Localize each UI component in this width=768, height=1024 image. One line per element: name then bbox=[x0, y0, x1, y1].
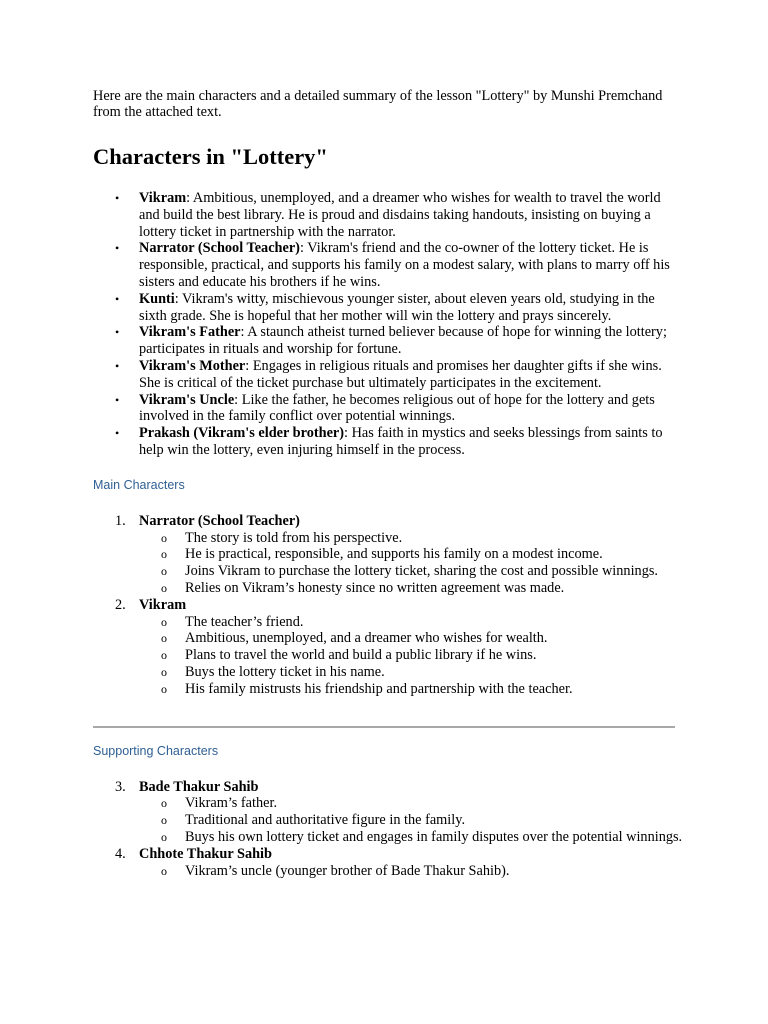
point-text: Relies on Vikram’s honesty since no written agreement was made. bbox=[185, 579, 565, 596]
point-text: Vikram’s uncle (younger brother of Bade Thakur Sahib). bbox=[185, 862, 510, 879]
list-item bbox=[115, 357, 683, 392]
list-item bbox=[93, 513, 683, 597]
bullet-icon: • bbox=[115, 392, 120, 407]
list-item bbox=[115, 290, 683, 325]
character-desc: : A staunch atheist turned believer because of hope for winning the lottery; participates in rituals and worship for fortune. bbox=[139, 324, 667, 358]
sub-list bbox=[139, 614, 683, 698]
point-text: Buys his own lottery ticket and engages in family disputes over the potential winnings. bbox=[185, 828, 683, 845]
circle-bullet-icon: o bbox=[161, 681, 167, 696]
circle-bullet-icon: o bbox=[161, 796, 167, 811]
point-text: He is practical, responsible, and supports his family on a modest income. bbox=[185, 546, 603, 563]
circle-bullet-icon: o bbox=[161, 648, 167, 663]
point-text: Joins Vikram to purchase the lottery ticket, sharing the cost and possible winnings. bbox=[185, 563, 658, 580]
circle-bullet-icon: o bbox=[161, 564, 167, 579]
character-name: Narrator (School Teacher) bbox=[139, 512, 300, 529]
character-name: Vikram's Uncle bbox=[139, 391, 235, 408]
circle-bullet-icon: o bbox=[161, 631, 167, 646]
circle-bullet-icon: o bbox=[161, 829, 167, 844]
sub-list-item bbox=[139, 580, 683, 597]
sub-list-item bbox=[139, 530, 683, 547]
list-item bbox=[115, 425, 683, 459]
sub-list-item bbox=[139, 614, 683, 631]
character-name: Vikram bbox=[139, 596, 187, 613]
sub-list bbox=[139, 863, 683, 880]
sub-list-item bbox=[139, 630, 683, 647]
bullet-icon: • bbox=[115, 426, 120, 441]
character-desc: : Vikram's witty, mischievous younger sister, about eleven years old, studying in the sixth grade. She is hopeful that her mother will win the lottery and prays sincerely. bbox=[139, 290, 655, 324]
bullet-icon: • bbox=[115, 325, 120, 340]
point-text: Plans to travel the world and build a public library if he wins. bbox=[185, 647, 537, 664]
character-name: Bade Thakur Sahib bbox=[139, 778, 259, 795]
character-desc: : Like the father, he becomes religious out of hope for the lottery and gets involved in the family conflict over potential winnings. bbox=[139, 391, 655, 425]
circle-bullet-icon: o bbox=[161, 863, 167, 878]
sub-list-item bbox=[139, 563, 683, 580]
list-item bbox=[93, 597, 683, 698]
page-title: Characters in "Lottery" bbox=[93, 144, 328, 169]
sub-list-item bbox=[139, 795, 683, 812]
character-name: Narrator (School Teacher) bbox=[139, 240, 300, 257]
character-name: Vikram's Father bbox=[139, 324, 241, 341]
sub-list-item bbox=[139, 829, 683, 846]
supporting-characters-list bbox=[93, 779, 683, 880]
sub-list-item bbox=[139, 681, 683, 698]
bullet-icon: • bbox=[115, 358, 120, 373]
bullet-icon: • bbox=[115, 291, 120, 306]
main-characters-list bbox=[93, 513, 683, 698]
sub-list bbox=[139, 795, 683, 845]
circle-bullet-icon: o bbox=[161, 530, 167, 545]
point-text: Ambitious, unemployed, and a dreamer who wishes for wealth. bbox=[185, 630, 548, 647]
character-name: Kunti bbox=[139, 290, 175, 307]
character-name: Chhote Thakur Sahib bbox=[139, 845, 272, 862]
character-name: Vikram bbox=[139, 190, 187, 206]
sub-list-item bbox=[139, 664, 683, 681]
intro-paragraph: Here are the main characters and a detailed summary of the lesson "Lottery" by Munshi Premchand from the attached text. bbox=[93, 88, 663, 120]
list-item bbox=[93, 779, 683, 846]
point-text: His family mistrusts his friendship and partnership with the teacher. bbox=[185, 680, 573, 697]
list-item bbox=[115, 190, 683, 240]
list-item bbox=[115, 324, 683, 358]
sub-list bbox=[139, 530, 683, 597]
point-text: Vikram’s father. bbox=[185, 795, 278, 812]
bullet-icon: • bbox=[115, 191, 120, 205]
character-name: Prakash (Vikram's elder brother) bbox=[139, 425, 345, 442]
point-text: Traditional and authoritative figure in the family. bbox=[185, 812, 466, 829]
list-number: 1. bbox=[115, 512, 126, 529]
sub-list-item bbox=[139, 546, 683, 563]
circle-bullet-icon: o bbox=[161, 664, 167, 679]
document-page bbox=[93, 88, 683, 879]
circle-bullet-icon: o bbox=[161, 614, 167, 629]
point-text: Buys the lottery ticket in his name. bbox=[185, 663, 385, 680]
list-number: 4. bbox=[115, 845, 126, 862]
circle-bullet-icon: o bbox=[161, 813, 167, 828]
supporting-characters-heading: Supporting Characters bbox=[93, 743, 219, 758]
list-number: 2. bbox=[115, 596, 126, 613]
character-desc: : Has faith in mystics and seeks blessings from saints to help win the lottery, even injuring himself in the process. bbox=[139, 425, 663, 458]
list-item bbox=[115, 240, 683, 290]
sub-list-item bbox=[139, 863, 683, 880]
main-characters-heading: Main Characters bbox=[93, 477, 185, 492]
point-text: The teacher’s friend. bbox=[185, 613, 304, 630]
point-text: The story is told from his perspective. bbox=[185, 529, 403, 546]
list-item bbox=[93, 846, 683, 880]
horizontal-divider bbox=[93, 726, 675, 728]
sub-list-item bbox=[139, 812, 683, 829]
list-item bbox=[115, 391, 683, 426]
sub-list-item bbox=[139, 647, 683, 664]
character-desc: : Vikram's friend and the co-owner of the lottery ticket. He is responsible, practical, and supports his family on a modest salary, with plans to marry off his sisters and educate his brothers if he wins. bbox=[139, 240, 670, 290]
list-number: 3. bbox=[115, 778, 126, 795]
circle-bullet-icon: o bbox=[161, 580, 167, 595]
character-list bbox=[93, 190, 683, 459]
character-desc: : Engages in religious rituals and promises her daughter gifts if she wins. She is critical of the ticket purchase but ultimately participates in the excitement. bbox=[139, 357, 662, 391]
character-desc: : Ambitious, unemployed, and a dreamer who wishes for wealth to travel the world and build the best library. He is proud and disdains taking handouts, insisting on buying a lottery ticket in partnership with the narrator. bbox=[139, 190, 661, 240]
bullet-icon: • bbox=[115, 241, 120, 256]
character-name: Vikram's Mother bbox=[139, 357, 246, 374]
circle-bullet-icon: o bbox=[161, 547, 167, 562]
